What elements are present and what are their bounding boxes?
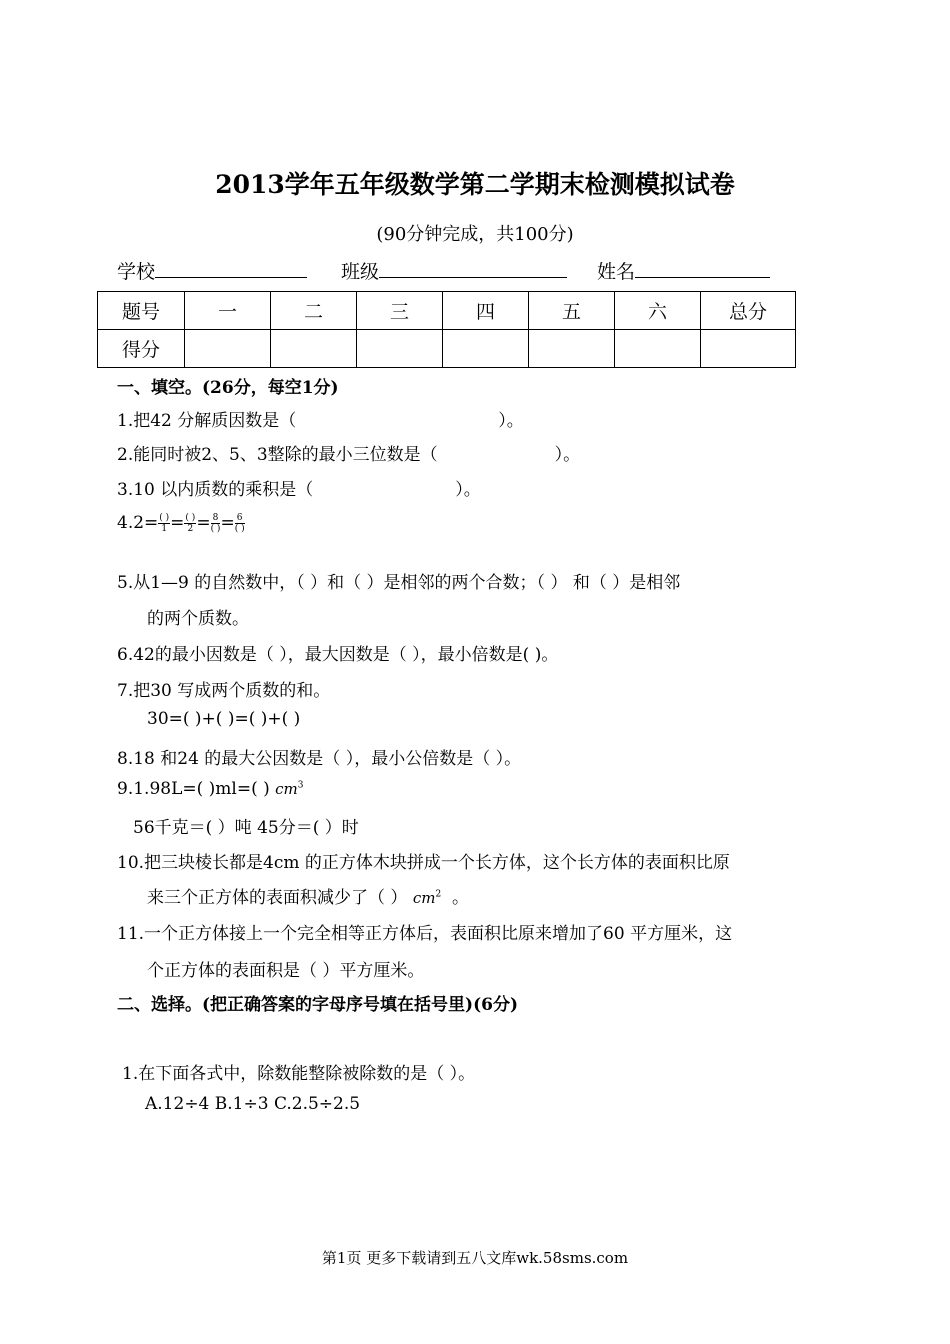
question-end: ）。 bbox=[498, 411, 524, 431]
question-text: 2.能同时被2、5、3整除的最小三位数是（ bbox=[117, 445, 438, 465]
question-9-cont: 56千克＝( ）吨 45分＝( ）时 bbox=[133, 818, 359, 838]
page-title: 2013学年五年级数学第二学期末检测模拟试卷 bbox=[215, 170, 735, 199]
score-table-header-row bbox=[98, 292, 796, 330]
score-table-score-row bbox=[98, 330, 796, 368]
question-text: 3.10 以内质数的乘积是（ bbox=[117, 480, 314, 500]
question-5-cont: 的两个质数。 bbox=[147, 609, 249, 629]
class-field bbox=[341, 257, 567, 284]
score-cell[interactable] bbox=[615, 330, 701, 368]
question-2 bbox=[117, 440, 580, 465]
question-text: 1.把42 分解质因数是（ bbox=[117, 411, 297, 431]
question-text: 4.2= bbox=[117, 513, 159, 533]
question-11: 11.一个正方体接上一个完全相等正方体后，表面积比原来增加了60 平方厘米，这 bbox=[117, 924, 733, 944]
section1-heading: 一、填空。(26分，每空1分) bbox=[117, 378, 339, 398]
header-cell: 总分 bbox=[701, 292, 796, 330]
name-label: 姓名 bbox=[597, 261, 636, 283]
question-9 bbox=[117, 779, 304, 799]
question-5: 5.从1—9 的自然数中，（ ）和（ ）是相邻的两个合数；（ ） 和（ ）是相邻 bbox=[117, 573, 681, 593]
school-field bbox=[117, 257, 307, 284]
question-1 bbox=[117, 406, 524, 431]
header-cell: 五 bbox=[529, 292, 615, 330]
class-blank[interactable] bbox=[379, 259, 567, 278]
question-7: 7.把30 写成两个质数的和。 bbox=[117, 681, 331, 701]
fraction: $\frac{6}{( )}$ bbox=[234, 513, 245, 534]
score-cell[interactable] bbox=[701, 330, 796, 368]
unit-cm2: cm bbox=[412, 889, 436, 907]
header-cell: 四 bbox=[443, 292, 529, 330]
question-11-cont: 个正方体的表面积是（ ）平方厘米。 bbox=[147, 961, 425, 981]
header-cell: 一 bbox=[185, 292, 271, 330]
class-label: 班级 bbox=[341, 261, 380, 283]
fraction: $\frac{8}{( )}$ bbox=[210, 513, 221, 534]
question-7-cont: 30=( )+( )=( )+( ) bbox=[147, 709, 301, 729]
header-cell: 三 bbox=[357, 292, 443, 330]
page-subtitle: (90分钟完成，共100分) bbox=[376, 224, 574, 245]
header-cell: 题号 bbox=[98, 292, 185, 330]
question-text: 来三个正方体的表面积减少了（ ） bbox=[147, 888, 408, 908]
score-cell[interactable] bbox=[529, 330, 615, 368]
question-10-cont bbox=[147, 883, 469, 908]
header-cell: 二 bbox=[271, 292, 357, 330]
question-3 bbox=[117, 475, 481, 500]
score-cell[interactable] bbox=[443, 330, 529, 368]
score-cell[interactable] bbox=[271, 330, 357, 368]
school-blank[interactable] bbox=[155, 259, 307, 278]
fraction: $\frac{( )}{1}$ bbox=[159, 513, 170, 534]
name-blank[interactable] bbox=[635, 259, 770, 278]
score-row-label: 得分 bbox=[98, 330, 185, 368]
name-field bbox=[597, 257, 770, 284]
score-table bbox=[97, 291, 796, 368]
school-label: 学校 bbox=[117, 261, 156, 283]
question-text: 9.1.98L=( )ml=( ) bbox=[117, 779, 270, 799]
question-end: ）。 bbox=[554, 445, 581, 465]
question-8: 8.18 和24 的最大公因数是（ ），最小公倍数是（ ）。 bbox=[117, 749, 522, 769]
score-cell[interactable] bbox=[185, 330, 271, 368]
question-end: ）。 bbox=[455, 480, 481, 500]
score-cell[interactable] bbox=[357, 330, 443, 368]
question-6: 6.42的最小因数是（ ），最大因数是（ ），最小倍数是( )。 bbox=[117, 645, 559, 665]
page-footer: 第1页 更多下载请到五八文库wk.58sms.com bbox=[321, 1249, 629, 1267]
s2-question-1: 1.在下面各式中，除数能整除被除数的是（ ）。 bbox=[122, 1064, 476, 1084]
section2-heading: 二、选择。(把正确答案的字母序号填在括号里)(6分) bbox=[117, 995, 519, 1015]
unit-cm3: cm bbox=[275, 780, 298, 798]
question-10: 10.把三块棱长都是4cm 的正方体木块拼成一个长方体，这个长方体的表面积比原 bbox=[117, 853, 730, 873]
unit-sup: 2 bbox=[435, 889, 442, 900]
header-cell: 六 bbox=[615, 292, 701, 330]
unit-sup: 3 bbox=[297, 780, 304, 791]
question-4: 4.2= $\frac{( )}{1}=$ $\frac{( )}{2}=$ $\frac{8}{( )}=$ $\frac{6}{( )}$ bbox=[117, 513, 245, 534]
fraction: $\frac{( )}{2}$ bbox=[185, 513, 196, 534]
s2-question-1-options: A.12÷4 B.1÷3 C.2.5÷2.5 bbox=[145, 1094, 361, 1114]
question-end: 。 bbox=[451, 888, 469, 908]
